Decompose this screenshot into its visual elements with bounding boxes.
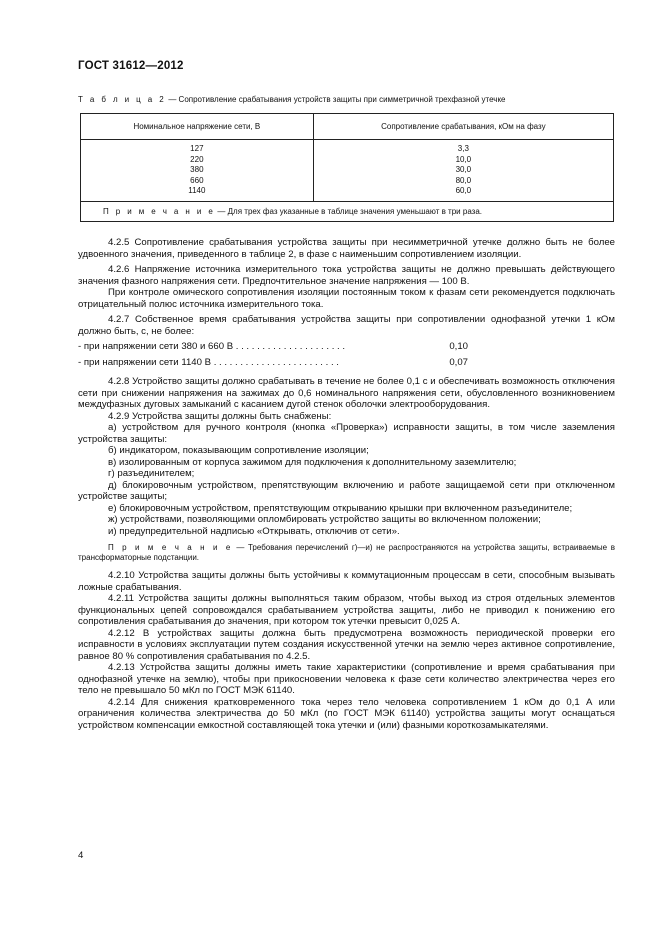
table-note <box>81 202 614 222</box>
paragraph-4-2-6-cont: При контроле омического сопротивления изоляции постоянным током к фазам сети рекомендуется подключать отрицательный полюс источника измерительного тока. <box>78 287 615 310</box>
table-cell: 380 <box>190 165 204 175</box>
list-item-g: г) разъединителем; <box>108 468 195 479</box>
document-body <box>78 237 615 731</box>
list-item-i: и) предупредительной надписью «Открывать, отключив от сети». <box>108 525 400 537</box>
paragraph-4-2-14: 4.2.14 Для снижения кратковременного тока через тело человека сопротивлением 1 кОм до 0,1 А или ограничения количества электричества до 50 мКл (по ГОСТ МЭК 61140) устройства защиты могут оснащаться устройством компенсации емкостной составляющей тока утечки и (или) фазными короткозамыкателями. <box>78 696 615 731</box>
resistance-values-cell <box>313 140 613 202</box>
table-caption <box>78 95 505 104</box>
list-item-d: д) блокировочным устройством, препятствующим включению и работе защищаемой сети при отключенном устройстве защиты; <box>78 479 615 502</box>
paragraph-4-2-5: 4.2.5 Сопротивление срабатывания устройства защиты при несимметричной утечке должно быть не более удвоенного значения, приведенного в таблице 2, в фазе с наименьшим сопротивлением изоляции. <box>78 237 615 260</box>
list-item-b: б) индикатором, показывающим сопротивление изоляции; <box>108 445 369 456</box>
note-text: — Требования перечислений г)—и) не распространяются на устройства защиты, встраиваемые в трансформаторные подстанции. <box>78 543 615 562</box>
resistance-table <box>80 113 614 222</box>
note-4-2-9 <box>78 543 615 563</box>
table-note-label: П р и м е ч а н и е <box>103 207 216 216</box>
list-item-value: 0,07 <box>449 356 468 368</box>
paragraph-4-2-9: 4.2.9 Устройства защиты должны быть снабжены: <box>108 410 332 422</box>
table-caption-text: — Сопротивление срабатывания устройств защиты при симметричной трехфазной утечке <box>166 95 506 104</box>
table-cell: 10,0 <box>455 154 472 164</box>
column-header-resistance: Сопротивление срабатывания, кОм на фазу <box>313 114 613 140</box>
paragraph-4-2-10: 4.2.10 Устройства защиты должны быть устойчивы к коммутационным процессам в сети, способным вызывать ложные срабатывания. <box>78 570 615 593</box>
table-cell: 60,0 <box>455 186 472 196</box>
paragraph-4-2-7: 4.2.7 Собственное время срабатывания устройства защиты при сопротивлении однофазной утечки 1 кОм должно быть, с, не более: <box>78 314 615 337</box>
table-cell: 1140 <box>188 186 206 196</box>
table-cell: 80,0 <box>455 175 472 185</box>
document-header: ГОСТ 31612—2012 <box>78 60 184 72</box>
list-item-zh: ж) устройствами, позволяющими опломбировать устройство защиты во включенном положении; <box>108 514 541 525</box>
paragraph-4-2-11: 4.2.11 Устройства защиты должны выполняться таким образом, чтобы выход из строя отдельных элементов функциональных цепей сопровождался срабатыванием устройства защиты, либо не приводил к понижению его сопротивления срабатывания до значения, при котором ток утечки превысит 0,025 А. <box>78 593 615 627</box>
list-item-label: - при напряжении сети 380 и 660 В . . . . . . . . . . . . . . . . . . . . . <box>78 341 346 352</box>
column-header-voltage: Номинальное напряжение сети, В <box>81 114 314 140</box>
list-item-value: 0,10 <box>449 341 468 352</box>
table-cell: 3,3 <box>457 144 469 154</box>
table-caption-label: Т а б л и ц а 2 <box>78 95 167 104</box>
table-cell: 30,0 <box>455 165 472 175</box>
list-item-v: в) изолированным от корпуса зажимом для подключения к дополнительному заземлителю; <box>108 456 517 468</box>
list-item-label: - при напряжении сети 1140 В . . . . . . . . . . . . . . . . . . . . . . . . <box>78 356 339 368</box>
page-number: 4 <box>78 850 84 861</box>
paragraph-4-2-13: 4.2.13 Устройства защиты должны иметь такие характеристики (сопротивление и время срабатывания при однофазной утечке на землю), чтобы при прикосновении человека к фазе сети количество электричества через его тело не превышало 50 мКл по ГОСТ МЭК 61140. <box>78 662 615 696</box>
table-cell: 660 <box>190 175 204 185</box>
list-item-e: е) блокировочным устройством, препятствующим открыванию крышки при включенном разъединителе; <box>108 502 573 514</box>
paragraph-4-2-12: 4.2.12 В устройствах защиты должна быть предусмотрена возможность периодической проверки его исправности в условиях эксплуатации путем создания искусственной утечки на землю через активное сопротивление, равное 80 % сопротивления срабатывания по 4.2.5. <box>78 627 615 662</box>
paragraph-4-2-6: 4.2.6 Напряжение источника измерительного тока устройства защиты не должно превышать действующего значения фазного напряжения сети. Предпочтительное значение напряжения — 100 В. <box>78 264 615 287</box>
note-label: П р и м е ч а н и е <box>108 543 233 552</box>
list-item <box>78 357 468 369</box>
voltage-values-cell <box>81 140 314 202</box>
table-cell: 220 <box>190 154 204 164</box>
table-cell: 127 <box>190 144 204 154</box>
paragraph-4-2-8: 4.2.8 Устройство защиты должно срабатывать в течение не более 0,1 с и обеспечивать возможность отключения сети при снижении напряжения на зажимах до 0,6 номинального напряжения сети, обусловленного возникновением междуфазных дуговых замыканий с касанием дугой стенок оболочки электрооборудования. <box>78 376 615 410</box>
table-note-text: — Для трех фаз указанные в таблице значения уменьшают в три раза. <box>215 207 483 216</box>
list-item-a: а) устройством для ручного контроля (кнопка «Проверка») исправности защиты, в том числе заземления устройства защиты: <box>78 422 615 445</box>
list-item <box>78 341 468 353</box>
